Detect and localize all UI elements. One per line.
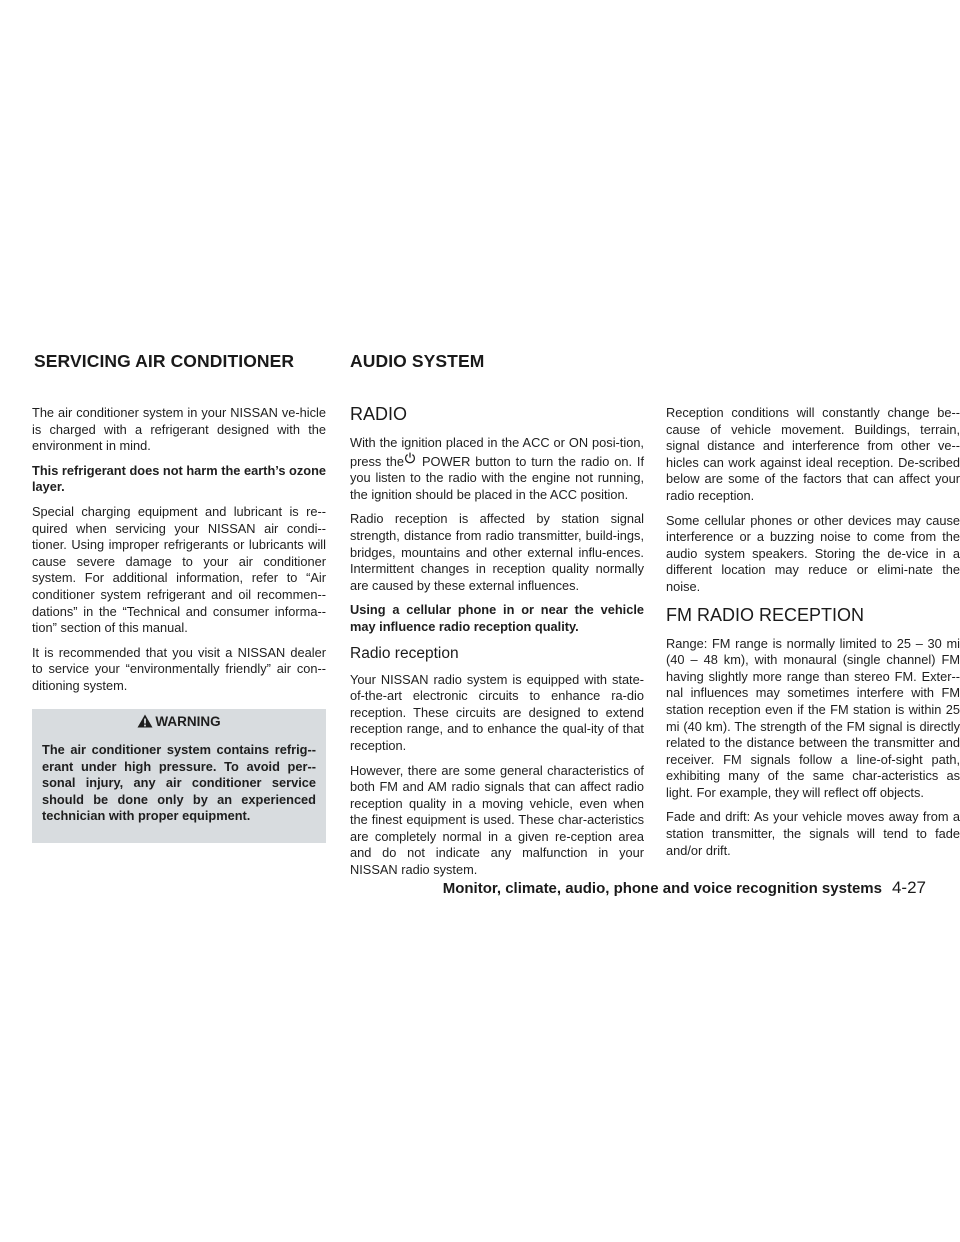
paragraph: Reception conditions will constantly change be-cause of vehicle movement. Buildings, terrain, signal distance and interference from other ve-hicles can work against ideal reception. De-scribed below are some of the factors that can affect your radio reception. (666, 405, 960, 503)
paragraph: Radio reception is affected by station signal strength, distance from radio transmitter, build-ings, bridges, mountains and other external influ-ences. Intermittent changes in reception quality normally are caused by these external influences. (350, 511, 644, 593)
paragraph: The air conditioner system in your NISSAN ve-hicle is charged with a refrigerant designed with the environment in mind. (32, 405, 326, 454)
warning-box (32, 709, 326, 844)
column-radio (350, 403, 644, 887)
warning-triangle-icon (137, 714, 153, 733)
paragraph: It is recommended that you visit a NISSAN dealer to service your “environmentally friendly” air con-ditioning system. (32, 644, 326, 693)
heading-servicing-air-conditioner: SERVICING AIR CONDITIONER (34, 351, 295, 371)
heading-audio-system: AUDIO SYSTEM (350, 351, 485, 371)
paragraph-bold: This refrigerant does not harm the earth’s ozone layer. (32, 462, 326, 495)
paragraph-bold: Using a cellular phone in or near the vehicle may influence radio reception quality. (350, 602, 644, 634)
subheading-fm-radio-reception: FM RADIO RECEPTION (666, 604, 865, 625)
power-icon (404, 452, 422, 469)
paragraph: Your NISSAN radio system is equipped with state-of-the-art electronic circuits to enhance ra-dio reception. These circuits are designed to extend reception range, and to enhance the qual-ity of that reception. (350, 671, 644, 753)
footer-section-title: Monitor, climate, audio, phone and voice recognition systems (442, 880, 882, 897)
column-reception (666, 405, 960, 867)
paragraph-power (350, 435, 644, 503)
column-servicing (32, 405, 326, 843)
paragraph: Range: FM range is normally limited to 25 – 30 mi (40 – 48 km), with monaural (single channel) FM having slightly more range than stereo FM. Exter-nal influences may sometimes interfere with FM station reception even if the FM station is within 25 mi (40 km). The strength of the FM signal is directly related to the distance between the transmitter and receiver. FM signals follow a line-of-sight path, exhibiting many of the same char-acteristics as light. For example, they will reflect off objects. (666, 635, 960, 800)
paragraph: Special charging equipment and lubricant is re-quired when servicing your NISSAN air condi-tioner. Using improper refrigerants or lubricants will cause severe damage to your air conditioner system. For additional information, refer to “Air conditioner system refrigerant and oil recommen-dations” in the “Technical and consumer informa-tion” section of this manual. (32, 503, 326, 636)
paragraph-text: POWER button to turn the radio on. If you listen to the radio with the engine not running, the ignition should be placed in the ACC position. (350, 453, 645, 502)
warning-text: The air conditioner system contains refrig-erant under high pressure. To avoid per-sonal injury, any air conditioner service should be done only by an experienced technician with proper equipment. (42, 742, 316, 824)
paragraph-text: With the ignition placed in the ACC or ON posi-tion, press the (350, 435, 644, 469)
warning-title: WARNING (155, 713, 221, 729)
page-number: 4-27 (891, 878, 926, 897)
warning-header (42, 714, 316, 733)
subheading-radio-reception: Radio reception (350, 644, 459, 662)
paragraph: However, there are some general characteristics of both FM and AM radio signals that can affect radio reception quality in a moving vehicle, even when the finest equipment is used. These char-acteristics are completely normal in a given re-ception area and do not indicate any malfunction in your NISSAN radio system. (350, 762, 644, 878)
subheading-radio: RADIO (350, 404, 408, 424)
page-footer (424, 878, 926, 898)
paragraph: Fade and drift: As your vehicle moves away from a station transmitter, the signals will tend to fade and/or drift. (666, 809, 960, 858)
paragraph: Some cellular phones or other devices may cause interference or a buzzing noise to come from the audio system speakers. Storing the de-vice in a different location may reduce or elimi-nate the noise. (666, 512, 960, 594)
